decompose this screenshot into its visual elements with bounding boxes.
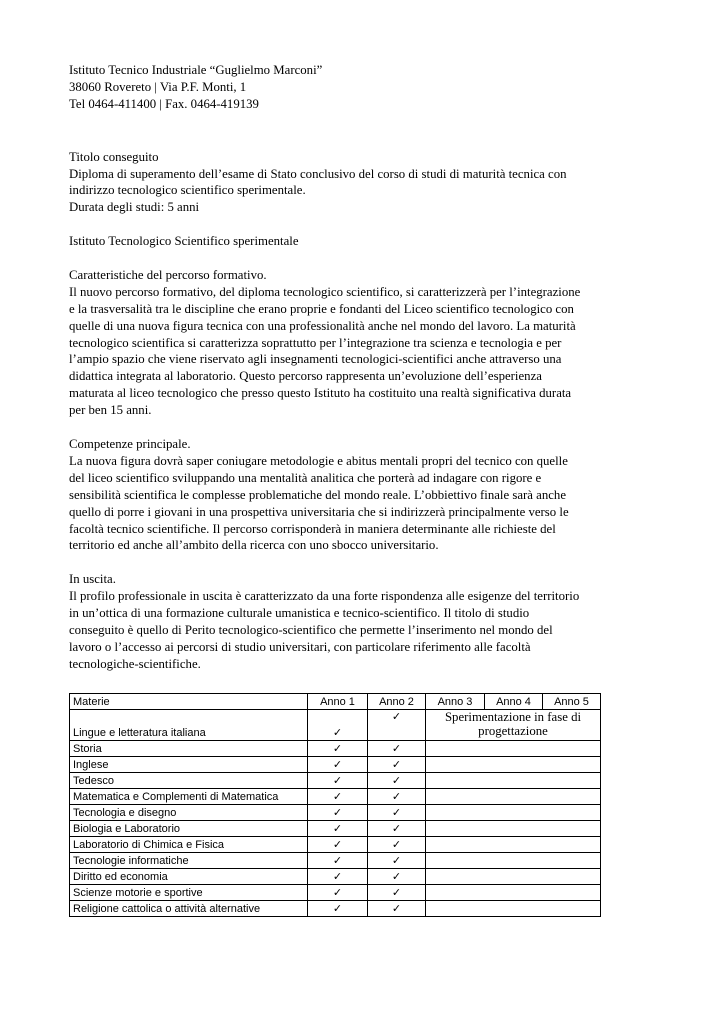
document-body — [69, 62, 669, 673]
check-icon: ✓ — [332, 806, 343, 819]
header-anno-1: Anno 1 — [308, 694, 368, 710]
check-icon: ✓ — [332, 854, 343, 867]
check-icon: ✓ — [332, 790, 343, 803]
check-icon: ✓ — [391, 886, 402, 899]
skills-line: sensibilità scientifica le complesse problematiche del mondo reale. L’obbiettivo finale sarà anche — [69, 487, 567, 502]
check-icon: ✓ — [332, 886, 343, 899]
subject-name: Tedesco — [70, 773, 308, 789]
table-row — [70, 853, 601, 869]
tick-cell — [308, 741, 368, 757]
table-row — [70, 710, 601, 741]
tick-cell — [368, 741, 426, 757]
features-line: per ben 15 anni. — [69, 403, 152, 418]
empty-cell — [426, 773, 601, 789]
empty-cell — [426, 741, 601, 757]
check-icon: ✓ — [391, 806, 402, 819]
table-row — [70, 773, 601, 789]
empty-cell — [426, 853, 601, 869]
tick-cell — [308, 805, 368, 821]
table-row — [70, 789, 601, 805]
check-icon: ✓ — [391, 902, 402, 915]
check-icon: ✓ — [332, 838, 343, 851]
check-icon: ✓ — [332, 758, 343, 771]
table-row — [70, 869, 601, 885]
tick-cell — [368, 773, 426, 789]
subject-name: Biologia e Laboratorio — [70, 821, 308, 837]
skills-line: quello di porre i giovani in una prospettiva universitaria che si indirizzerà principalmente verso le — [69, 504, 569, 519]
tick-cell — [308, 757, 368, 773]
check-icon: ✓ — [332, 742, 343, 755]
outcome-line: Il profilo professionale in uscita è caratterizzato da una forte rispondenza alle esigenze del territorio — [69, 589, 580, 604]
header-materie: Materie — [70, 694, 308, 710]
tick-cell — [368, 789, 426, 805]
table-row — [70, 885, 601, 901]
subject-name: Storia — [70, 741, 308, 757]
check-icon: ✓ — [391, 854, 402, 867]
check-icon: ✓ — [391, 742, 402, 755]
check-icon: ✓ — [332, 870, 343, 883]
subject-name: Religione cattolica o attività alternative — [70, 901, 308, 917]
experimental-note — [426, 710, 601, 741]
check-icon: ✓ — [332, 774, 343, 787]
empty-cell — [426, 757, 601, 773]
outcome-heading: In uscita. — [69, 572, 116, 587]
subject-name: Diritto ed economia — [70, 869, 308, 885]
institute-address: 38060 Rovereto | Via P.F. Monti, 1 — [69, 79, 247, 94]
tick-cell — [308, 853, 368, 869]
tick-cell — [308, 710, 368, 741]
tick-cell — [308, 821, 368, 837]
check-icon: ✓ — [391, 790, 402, 803]
subject-name: Inglese — [70, 757, 308, 773]
check-icon: ✓ — [391, 758, 402, 771]
features-heading: Caratteristiche del percorso formativo. — [69, 267, 267, 282]
tick-cell — [368, 805, 426, 821]
tick-cell — [368, 710, 426, 741]
subject-name: Matematica e Complementi di Matematica — [70, 789, 308, 805]
table-row — [70, 805, 601, 821]
tick-cell — [368, 837, 426, 853]
skills-heading: Competenze principale. — [69, 436, 191, 451]
check-icon: ✓ — [391, 822, 402, 835]
tick-cell — [308, 773, 368, 789]
features-line: Il nuovo percorso formativo, del diploma tecnologico scientifico, si caratterizzerà per l’integrazione — [69, 284, 581, 299]
features-line: quelle di una nuova figura tecnica con una professionalità anche nel mondo del lavoro. La maturità — [69, 318, 576, 333]
check-icon: ✓ — [391, 710, 402, 723]
empty-cell — [426, 805, 601, 821]
features-line: didattica integrata al laboratorio. Questo percorso rappresenta un’evoluzione dell’esperienza — [69, 369, 542, 384]
table-row — [70, 741, 601, 757]
check-icon: ✓ — [332, 822, 343, 835]
table-row — [70, 837, 601, 853]
table-header-row — [70, 694, 601, 710]
empty-cell — [426, 901, 601, 917]
tick-cell — [368, 885, 426, 901]
features-line: e la trasversalità tra le discipline che erano proprie e fondanti del Liceo scientifico tecnologico con — [69, 301, 574, 316]
features-line: tecnologico scientifica si caratterizza soprattutto per l’integrazione tra scienza e tecnologia e per — [69, 335, 562, 350]
empty-cell — [426, 869, 601, 885]
skills-line: La nuova figura dovrà saper coniugare metodologie e abitus mentali propri del tecnico con quelle — [69, 453, 568, 468]
tick-cell — [308, 789, 368, 805]
tick-cell — [368, 757, 426, 773]
check-icon: ✓ — [332, 726, 343, 739]
title-heading: Titolo conseguito — [69, 149, 159, 164]
tick-cell — [368, 901, 426, 917]
outcome-line: tecnologiche-scientifiche. — [69, 656, 201, 671]
tick-cell — [308, 885, 368, 901]
subject-name: Laboratorio di Chimica e Fisica — [70, 837, 308, 853]
skills-line: facoltà tecnico scientifiche. Il percorso corrisponderà in maniera determinante alle richieste del — [69, 521, 556, 536]
school-type: Istituto Tecnologico Scientifico sperimentale — [69, 234, 299, 249]
check-icon: ✓ — [391, 774, 402, 787]
tick-cell — [308, 869, 368, 885]
tick-cell — [308, 837, 368, 853]
skills-line: del liceo scientifico sviluppando una mentalità analitica che porterà ad indagare con rigore e — [69, 470, 542, 485]
empty-cell — [426, 885, 601, 901]
check-icon: ✓ — [391, 870, 402, 883]
table-row — [70, 757, 601, 773]
subject-name: Tecnologie informatiche — [70, 853, 308, 869]
empty-cell — [426, 821, 601, 837]
skills-line: territorio ed anche all’ambito della ricerca con uno sbocco universitario. — [69, 538, 439, 553]
study-duration: Durata degli studi: 5 anni — [69, 200, 200, 215]
title-line-2: indirizzo tecnologico scientifico sperimentale. — [69, 183, 306, 198]
title-line-1: Diploma di superamento dell’esame di Stato conclusivo del corso di studi di maturità tecnica con — [69, 166, 567, 181]
experimental-line-1: Sperimentazione in fase di — [444, 710, 582, 724]
subject-name: Scienze motorie e sportive — [70, 885, 308, 901]
table-row — [70, 901, 601, 917]
outcome-line: in un’ottica di una formazione culturale umanistica e tecnico-scientifico. Il titolo di studio — [69, 606, 530, 621]
subjects-table — [69, 693, 601, 917]
check-icon: ✓ — [391, 838, 402, 851]
table-row — [70, 821, 601, 837]
outcome-line: lavoro o l’accesso ai percorsi di studio universitari, con particolare riferimento alle facoltà — [69, 639, 531, 654]
tick-cell — [368, 853, 426, 869]
subject-name: Tecnologia e disegno — [70, 805, 308, 821]
header-anno-5: Anno 5 — [543, 694, 601, 710]
tick-cell — [368, 821, 426, 837]
outcome-line: conseguito è quello di Perito tecnologico-scientifico che permette l’inserimento nel mondo del — [69, 622, 553, 637]
institute-name: Istituto Tecnico Industriale “Guglielmo Marconi” — [69, 63, 323, 77]
experimental-line-2: progettazione — [478, 724, 548, 738]
features-line: maturata al liceo tecnologico che presso questo Istituto ha costituito una realtà significativa durata — [69, 386, 572, 401]
features-line: l’ampio spazio che viene riservato agli insegnamenti tecnologici-scientifici anche attraverso una — [69, 352, 562, 367]
header-anno-2: Anno 2 — [368, 694, 426, 710]
header-anno-4: Anno 4 — [485, 694, 543, 710]
tick-cell — [308, 901, 368, 917]
empty-cell — [426, 789, 601, 805]
institute-contacts: Tel 0464-411400 | Fax. 0464-419139 — [69, 96, 259, 111]
header-anno-3: Anno 3 — [426, 694, 485, 710]
tick-cell — [368, 869, 426, 885]
empty-cell — [426, 837, 601, 853]
check-icon: ✓ — [332, 902, 343, 915]
subject-name: Lingue e letteratura italiana — [70, 710, 308, 741]
